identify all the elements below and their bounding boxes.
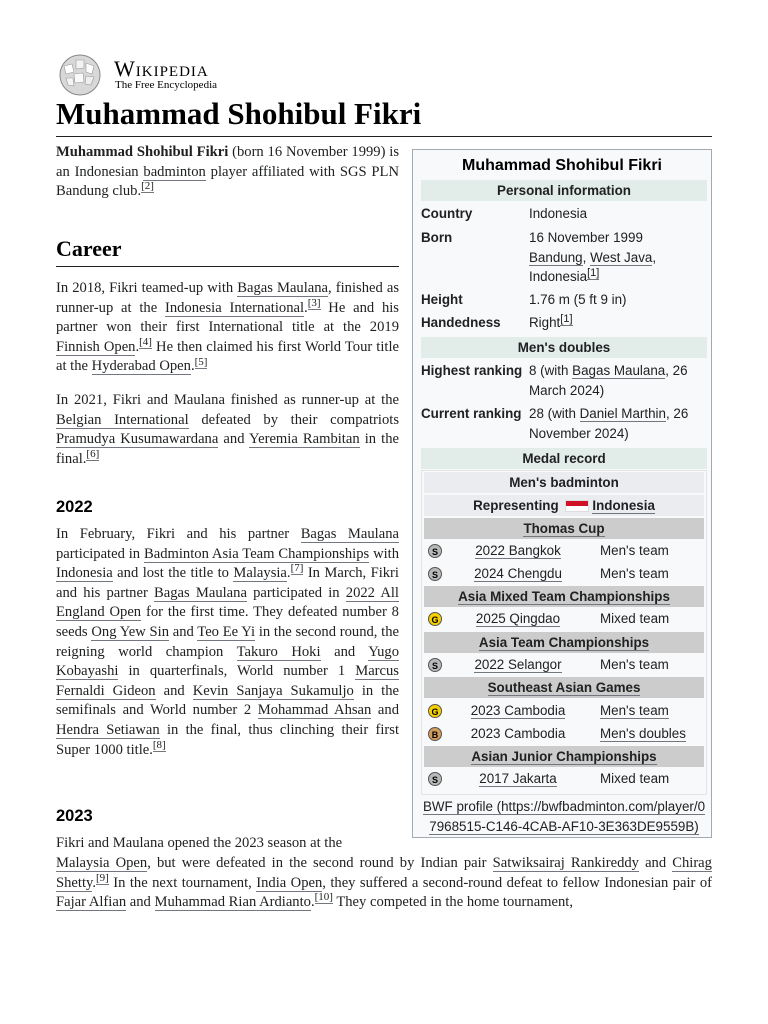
link-mohammad-ahsan[interactable]: Mohammad Ahsan (257, 702, 372, 719)
text: participated in (56, 545, 144, 562)
link-daniel-marthin[interactable]: Daniel Marthin (579, 406, 666, 421)
paragraph-2023-start (56, 834, 399, 854)
link-malaysia-open[interactable]: Malaysia Open (56, 855, 148, 871)
value-height: 1.76 m (5 ft 9 in) (529, 292, 627, 307)
link-badminton-asia-team-championships[interactable]: Badminton Asia Team Championships (144, 545, 370, 562)
text: . (286, 565, 291, 582)
ref-link[interactable]: [6] (86, 447, 100, 460)
link-belgian-international[interactable]: Belgian International (56, 411, 189, 428)
text: and (155, 682, 193, 699)
link-bagas-maulana[interactable]: Bagas Maulana (300, 526, 399, 542)
medal-event[interactable] (458, 654, 578, 676)
bronze-medal-icon: B (428, 727, 442, 741)
text: , but were defeated in the second round by Indian pair (147, 855, 493, 871)
text: defeated by their compatriots (188, 411, 400, 428)
medal-result: Men's team (600, 566, 669, 581)
medal-representing (424, 495, 704, 516)
event-link[interactable]: 2024 Chengdu (474, 566, 562, 581)
text: in the semifinals and World number 2 (56, 682, 399, 719)
text: , Indonesia (529, 249, 657, 284)
indonesia-flag-icon (565, 500, 589, 512)
medal-row (422, 700, 706, 722)
silver-medal-icon: S (428, 658, 442, 672)
text: and (169, 623, 198, 640)
link-hendra-setiawan[interactable]: Hendra Setiawan (56, 721, 160, 738)
link-marcus-fernaldi-gideon[interactable]: Marcus Fernaldi Gideon (56, 663, 399, 699)
text: , 26 November 2024) (529, 406, 689, 441)
event-link[interactable]: 2023 Cambodia (470, 703, 566, 718)
text: . (92, 874, 97, 891)
ref-link[interactable]: [1] (560, 312, 573, 325)
bwf-profile[interactable] (421, 797, 707, 837)
text: In the next tournament, (108, 874, 257, 891)
text: In 2018, Fikri teamed-up with (56, 280, 238, 296)
text: and (320, 643, 369, 660)
link-southeast-asian-games[interactable]: Southeast Asian Games (487, 680, 641, 695)
link-thomas-cup[interactable]: Thomas Cup (523, 521, 605, 536)
section-heading-2022: 2022 (56, 498, 93, 516)
link-chirag-shetty[interactable]: Chirag Shetty (56, 855, 712, 891)
medal-row (422, 563, 706, 585)
text: , 26 March 2024) (529, 363, 688, 398)
event-link[interactable]: 2017 Jakarta (479, 771, 557, 786)
infobox-header-mens-doubles: Men's doubles (421, 337, 707, 358)
medal-event[interactable] (458, 563, 578, 585)
wikipedia-wordmark[interactable]: Wikipedia (114, 56, 209, 81)
text: In February, Fikri and his partner (56, 526, 301, 542)
text: Men's badminton (509, 475, 619, 490)
event-link[interactable]: 2025 Qingdao (475, 611, 561, 626)
text: In March, Fikri and his partner (56, 565, 399, 601)
link-finnish-open[interactable]: Finnish Open (56, 338, 136, 355)
medal-result: Men's team (600, 657, 669, 672)
medal-result: Mixed team (600, 771, 670, 786)
value-born (529, 228, 705, 287)
text: , (582, 249, 591, 265)
medal-event[interactable] (458, 608, 578, 630)
link-2022-all-england-open[interactable]: 2022 All England Open (56, 584, 399, 621)
link-bagas-maulana[interactable]: Bagas Maulana (237, 280, 329, 296)
career-paragraph-1 (56, 279, 399, 377)
ref-link[interactable]: [3] (307, 296, 321, 309)
site-header (56, 53, 356, 95)
career-paragraph-2 (56, 391, 399, 469)
medal-result: Mixed team (600, 611, 670, 626)
link-fajar-alfian[interactable]: Fajar Alfian (56, 894, 127, 911)
label-born: Born (421, 230, 453, 245)
medal-event[interactable] (458, 700, 578, 722)
text: and lost the title to (112, 565, 234, 582)
infobox (412, 149, 712, 838)
link-west-java[interactable]: West Java (590, 249, 653, 265)
text: with (369, 545, 400, 562)
event-link[interactable]: 2022 Bangkok (475, 543, 561, 558)
value-highest-ranking (529, 361, 705, 400)
text: in the second round, the reigning world champion (56, 623, 400, 660)
text: Representing (473, 498, 559, 513)
link-yugo-kobayashi[interactable]: Yugo Kobayashi (56, 643, 399, 680)
infobox-header-medal-record: Medal record (421, 448, 707, 469)
ref-link[interactable]: [7] (290, 562, 304, 575)
ref-link[interactable]: [5] (194, 355, 208, 368)
paragraph-2022 (56, 525, 399, 760)
medal-event: 2023 Cambodia (470, 726, 566, 741)
text: in the final. (56, 431, 399, 467)
medal-result[interactable] (600, 700, 704, 722)
text: . (310, 894, 315, 911)
intro-name: Muhammad Shohibul Fikri (56, 144, 229, 160)
link-asian-junior-championships[interactable]: Asian Junior Championships (471, 749, 657, 764)
link-kevin-sanjaya-sukamuljo[interactable]: Kevin Sanjaya Sukamuljo (192, 682, 354, 699)
medal-category (424, 677, 704, 698)
link-badminton[interactable]: badminton (143, 163, 206, 180)
medal-row (422, 654, 706, 676)
medal-category (424, 746, 704, 767)
label-highest-ranking: Highest ranking (421, 363, 523, 378)
wikipedia-tagline: The Free Encyclopedia (115, 79, 218, 91)
text: . (304, 299, 308, 316)
text: . (190, 358, 195, 375)
link-teo-ee-yi[interactable]: Teo Ee Yi (197, 623, 256, 640)
medal-record-table (421, 470, 707, 795)
wikipedia-globe-icon[interactable] (56, 54, 104, 96)
text: and (218, 431, 250, 448)
text: player affiliated with SGS PLN Bandung club. (56, 163, 399, 200)
text: 8 (with (529, 363, 573, 378)
text: Fikri and Maulana opened the 2023 season at the (56, 835, 343, 851)
ref-link[interactable]: [10] (314, 891, 333, 904)
medal-sport (424, 472, 704, 493)
medal-row (422, 768, 706, 790)
link-hyderabad-open[interactable]: Hyderabad Open (91, 358, 191, 375)
text: in the final, thus clinching their first Super 1000 title. (56, 721, 399, 758)
value-country: Indonesia (529, 206, 588, 221)
link-ong-yew-sin[interactable]: Ong Yew Sin (91, 623, 169, 640)
text: and (638, 855, 673, 871)
page-title: Muhammad Shohibul Fikri (56, 96, 712, 137)
gold-medal-icon: G (428, 612, 442, 626)
infobox-header-personal: Personal information (421, 180, 707, 201)
link-indonesia[interactable]: Indonesia (56, 565, 113, 582)
label-current-ranking: Current ranking (421, 406, 522, 421)
ref-link[interactable]: [2] (141, 180, 154, 193)
born-date: 16 November 1999 (529, 230, 643, 245)
link-bandung[interactable]: Bandung (529, 249, 583, 265)
link-indonesia-international[interactable]: Indonesia International (164, 299, 305, 316)
text: participated in (246, 584, 346, 601)
text: for the first time. They defeated number 8 seeds (56, 604, 399, 640)
event-link[interactable]: 2022 Selangor (474, 657, 562, 672)
link-asia-mixed-team-championships[interactable]: Asia Mixed Team Championships (458, 589, 670, 604)
value-handedness (529, 313, 705, 333)
gold-medal-icon: G (428, 704, 442, 718)
text: He then claimed his first World Tour title at the (56, 338, 399, 375)
section-heading-career: Career (56, 236, 399, 267)
text: 28 (with (529, 406, 580, 421)
medal-category (424, 518, 704, 539)
medal-result[interactable] (600, 723, 704, 745)
link-malaysia[interactable]: Malaysia (233, 565, 287, 582)
label-country: Country (421, 206, 473, 221)
link-india-open[interactable]: India Open (256, 874, 323, 891)
link-bagas-maulana[interactable]: Bagas Maulana (154, 584, 247, 601)
text: They competed in the home tournament, (332, 894, 574, 911)
medal-event[interactable] (458, 540, 578, 562)
silver-medal-icon: S (428, 544, 442, 558)
medal-row (422, 723, 706, 745)
text: (born 16 November 1999) is an Indonesian (56, 144, 400, 180)
link-pramudya-kusumawardana[interactable]: Pramudya Kusumawardana (56, 431, 219, 448)
label-height: Height (421, 292, 463, 307)
section-heading-2023: 2023 (56, 807, 93, 825)
silver-medal-icon: S (428, 567, 442, 581)
paragraph-2023 (56, 854, 712, 913)
link-indonesia[interactable]: Indonesia (592, 498, 655, 513)
ref-link[interactable]: [8] (152, 738, 166, 751)
result-link[interactable]: Men's team (600, 703, 669, 718)
medal-event[interactable] (458, 768, 578, 790)
text: He and his partner won their first International title at the 2019 (56, 299, 399, 336)
link-asia-team-championships[interactable]: Asia Team Championships (478, 635, 650, 650)
link-muhammad-rian-ardianto[interactable]: Muhammad Rian Ardianto (154, 894, 311, 911)
medal-row (422, 608, 706, 630)
link-takuro-hoki[interactable]: Takuro Hoki (236, 643, 321, 660)
text: and (126, 894, 155, 911)
ref-link[interactable]: [9] (96, 871, 109, 884)
text: . (135, 338, 140, 355)
silver-medal-icon: S (428, 772, 442, 786)
ref-link[interactable]: [4] (139, 335, 152, 348)
medal-result: Men's team (600, 543, 669, 558)
link-satwiksairaj-rankireddy[interactable]: Satwiksairaj Rankireddy (492, 855, 639, 871)
link-yeremia-rambitan[interactable]: Yeremia Rambitan (249, 431, 360, 448)
label-handedness: Handedness (421, 315, 501, 330)
text: Right (529, 315, 561, 330)
medal-category (424, 632, 704, 653)
result-link[interactable]: Men's doubles (600, 726, 686, 741)
text: In 2021, Fikri and Maulana finished as runner-up at the (56, 392, 399, 408)
infobox-title: Muhammad Shohibul Fikri (461, 157, 662, 174)
text: and (371, 702, 399, 719)
value-current-ranking (529, 404, 705, 443)
link-bagas-maulana[interactable]: Bagas Maulana (572, 363, 666, 378)
bwf-profile-link[interactable]: BWF profile (https://bwfbadminton.com/player/07968515-C146-4CAB-AF10-3E363DE9559B) (422, 799, 706, 834)
ref-link[interactable]: [1] (587, 266, 600, 279)
medal-category (424, 586, 704, 607)
medal-row (422, 540, 706, 562)
text: in quarterfinals, World number 1 (118, 663, 356, 680)
text: , they suffered a second-round defeat to fellow Indonesian pair of (322, 874, 712, 891)
intro-paragraph (56, 143, 399, 202)
text: , finished as runner-up at the (56, 280, 400, 316)
